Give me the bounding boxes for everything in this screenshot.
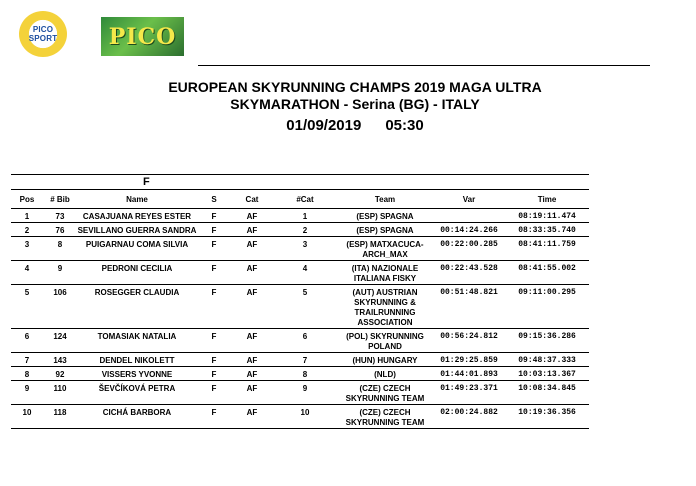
cell-pos: 9 — [11, 381, 43, 405]
results-table — [11, 174, 589, 429]
cell-sex: F — [197, 381, 231, 405]
cell-pos: 3 — [11, 237, 43, 261]
cell-time: 08:41:55.002 — [505, 261, 589, 285]
cell-name: VISSERS YVONNE — [77, 367, 197, 381]
cell-team: (POL) SKYRUNNING POLAND — [337, 329, 433, 353]
cell-var: 00:51:48.821 — [433, 285, 505, 329]
table-row — [11, 353, 589, 367]
cell-cat: AF — [231, 405, 273, 429]
cell-catpos: 8 — [273, 367, 337, 381]
cell-cat: AF — [231, 381, 273, 405]
cell-var: 00:22:00.285 — [433, 237, 505, 261]
col-sex: S — [197, 190, 231, 209]
cell-cat: AF — [231, 329, 273, 353]
cell-bib: 106 — [43, 285, 77, 329]
cell-name: CICHÁ BARBORA — [77, 405, 197, 429]
cell-sex: F — [197, 405, 231, 429]
cell-catpos: 7 — [273, 353, 337, 367]
cell-var — [433, 209, 505, 223]
cell-catpos: 4 — [273, 261, 337, 285]
cell-time: 10:03:13.367 — [505, 367, 589, 381]
header-divider — [198, 65, 650, 66]
cell-time: 09:15:36.286 — [505, 329, 589, 353]
cell-sex: F — [197, 237, 231, 261]
event-title: EUROPEAN SKYRUNNING CHAMPS 2019 MAGA ULTRA — [168, 79, 542, 95]
col-team: Team — [337, 190, 433, 209]
cell-catpos: 1 — [273, 209, 337, 223]
cell-name: CASAJUANA REYES ESTER — [77, 209, 197, 223]
cell-time: 10:19:36.356 — [505, 405, 589, 429]
cell-cat: AF — [231, 285, 273, 329]
logo-line-2: SPORT — [28, 34, 58, 43]
cell-sex: F — [197, 353, 231, 367]
pico-sport-logo — [19, 11, 67, 57]
group-row — [11, 175, 589, 190]
cell-catpos: 2 — [273, 223, 337, 237]
cell-time: 08:19:11.474 — [505, 209, 589, 223]
col-var: Var — [433, 190, 505, 209]
table-row — [11, 261, 589, 285]
cell-cat: AF — [231, 353, 273, 367]
cell-name: ŠEVČÍKOVÁ PETRA — [77, 381, 197, 405]
cell-pos: 10 — [11, 405, 43, 429]
col-catpos: #Cat — [273, 190, 337, 209]
cell-bib: 124 — [43, 329, 77, 353]
cell-bib: 76 — [43, 223, 77, 237]
cell-cat: AF — [231, 209, 273, 223]
cell-var: 01:49:23.371 — [433, 381, 505, 405]
cell-team: (ITA) NAZIONALE ITALIANA FISKY — [337, 261, 433, 285]
cell-pos: 5 — [11, 285, 43, 329]
header-row — [11, 190, 589, 209]
cell-name: PEDRONI CECILIA — [77, 261, 197, 285]
cell-team: (CZE) CZECH SKYRUNNING TEAM — [337, 381, 433, 405]
cell-team: (ESP) SPAGNA — [337, 209, 433, 223]
cell-bib: 118 — [43, 405, 77, 429]
pico-logo-text: PICO — [108, 23, 177, 50]
cell-var: 01:29:25.859 — [433, 353, 505, 367]
cell-bib: 73 — [43, 209, 77, 223]
cell-sex: F — [197, 285, 231, 329]
event-subtitle: SKYMARATHON - Serina (BG) - ITALY — [230, 96, 480, 112]
cell-sex: F — [197, 367, 231, 381]
table-row — [11, 285, 589, 329]
col-name: Name — [77, 190, 197, 209]
cell-time: 09:11:00.295 — [505, 285, 589, 329]
cell-bib: 8 — [43, 237, 77, 261]
table-row — [11, 405, 589, 429]
col-bib: # Bib — [43, 190, 77, 209]
cell-sex: F — [197, 209, 231, 223]
cell-var: 01:44:01.893 — [433, 367, 505, 381]
cell-cat: AF — [231, 223, 273, 237]
cell-team: (NLD) — [337, 367, 433, 381]
col-time: Time — [505, 190, 589, 209]
cell-catpos: 10 — [273, 405, 337, 429]
cell-team: (HUN) HUNGARY — [337, 353, 433, 367]
cell-time: 08:41:11.759 — [505, 237, 589, 261]
table-row — [11, 237, 589, 261]
event-datetime — [120, 117, 590, 134]
cell-sex: F — [197, 223, 231, 237]
cell-cat: AF — [231, 367, 273, 381]
cell-name: DENDEL NIKOLETT — [77, 353, 197, 367]
cell-time: 09:48:37.333 — [505, 353, 589, 367]
cell-pos: 2 — [11, 223, 43, 237]
cell-var: 02:00:24.882 — [433, 405, 505, 429]
cell-bib: 110 — [43, 381, 77, 405]
cell-var: 00:22:43.528 — [433, 261, 505, 285]
cell-bib: 92 — [43, 367, 77, 381]
cell-pos: 4 — [11, 261, 43, 285]
cell-team: (CZE) CZECH SKYRUNNING TEAM — [337, 405, 433, 429]
cell-cat: AF — [231, 261, 273, 285]
table-row — [11, 209, 589, 223]
cell-catpos: 3 — [273, 237, 337, 261]
cell-sex: F — [197, 329, 231, 353]
cell-var: 00:56:24.812 — [433, 329, 505, 353]
event-date: 01/09/2019 — [286, 117, 362, 134]
cell-time: 10:08:34.845 — [505, 381, 589, 405]
table-row — [11, 381, 589, 405]
col-cat: Cat — [231, 190, 273, 209]
group-label: F — [11, 175, 589, 190]
cell-name: ROSEGGER CLAUDIA — [77, 285, 197, 329]
table-row — [11, 367, 589, 381]
cell-name: SEVILLANO GUERRA SANDRA — [77, 223, 197, 237]
cell-pos: 8 — [11, 367, 43, 381]
cell-time: 08:33:35.740 — [505, 223, 589, 237]
cell-name: TOMASIAK NATALIA — [77, 329, 197, 353]
cell-catpos: 6 — [273, 329, 337, 353]
event-time: 05:30 — [385, 117, 424, 134]
cell-bib: 9 — [43, 261, 77, 285]
cell-bib: 143 — [43, 353, 77, 367]
cell-pos: 7 — [11, 353, 43, 367]
table-row — [11, 329, 589, 353]
table-row — [11, 223, 589, 237]
cell-var: 00:14:24.266 — [433, 223, 505, 237]
cell-catpos: 5 — [273, 285, 337, 329]
cell-team: (ESP) SPAGNA — [337, 223, 433, 237]
cell-team: (AUT) AUSTRIAN SKYRUNNING & TRAILRUNNING ASSOCIATION — [337, 285, 433, 329]
logo-line-1: PICO — [32, 25, 54, 34]
cell-pos: 6 — [11, 329, 43, 353]
cell-catpos: 9 — [273, 381, 337, 405]
cell-pos: 1 — [11, 209, 43, 223]
cell-team: (ESP) MATXACUCA-ARCH_MAX — [337, 237, 433, 261]
cell-name: PUIGARNAU COMA SILVIA — [77, 237, 197, 261]
pico-logo — [101, 17, 184, 56]
cell-cat: AF — [231, 237, 273, 261]
cell-sex: F — [197, 261, 231, 285]
col-pos: Pos — [11, 190, 43, 209]
